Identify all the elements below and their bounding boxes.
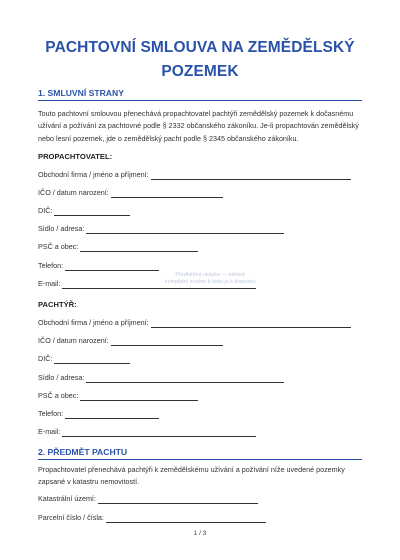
fill-in-line[interactable] xyxy=(151,172,351,180)
fill-in-line[interactable] xyxy=(80,393,198,401)
field-pachtyr-phone[interactable] xyxy=(38,409,159,419)
field-label: Sídlo / adresa: xyxy=(38,224,85,233)
preview-watermark xyxy=(150,272,270,286)
field-label: Obchodní firma / jméno a příjmení: xyxy=(38,170,149,179)
field-label: PSČ a obec: xyxy=(38,242,79,251)
document-title: PACHTOVNÍ SMLOUVA NA ZEMĚDĚLSKÝ POZEMEK xyxy=(45,39,355,80)
field-pachtyr-address[interactable] xyxy=(38,373,284,383)
section-paragraph: Propachtovatel přenechává pachtýři k zemědělskému užívání a požívání níže uvedené pozemky zapsané v katastru nemovitostí. xyxy=(38,465,345,487)
section-divider xyxy=(38,100,362,101)
fill-in-line[interactable] xyxy=(62,429,256,437)
fill-in-line[interactable] xyxy=(98,496,258,504)
field-label: DIČ: xyxy=(38,206,53,215)
fill-in-line[interactable] xyxy=(54,208,130,216)
field-propachtovatel-phone[interactable] xyxy=(38,261,159,271)
fill-in-line[interactable] xyxy=(65,411,159,419)
field-label: IČO / datum narození: xyxy=(38,188,109,197)
field-propachtovatel-psc[interactable] xyxy=(38,242,198,252)
field-pachtyr-dic[interactable] xyxy=(38,354,130,364)
fill-in-line[interactable] xyxy=(151,320,351,328)
fill-in-line[interactable] xyxy=(106,515,266,523)
fill-in-line[interactable] xyxy=(111,190,223,198)
field-label: Sídlo / adresa: xyxy=(38,373,85,382)
field-label: PSČ a obec: xyxy=(38,391,79,400)
field-propachtovatel-ico[interactable] xyxy=(38,188,223,198)
section-paragraph: Touto pachtovní smlouvou přenechává propachtovatel pachtýři zemědělský pozemek k dočasnému užívání a požívání za pachtovné podle § 2332 občanského zákoníku. Je-li propachtován zemědělský nebo lesní pozemek, jde o zemědělský pacht podle § 2345 občanského zákoníku. xyxy=(38,109,359,143)
fill-in-line[interactable] xyxy=(86,375,284,383)
field-label: Katastrální území: xyxy=(38,494,96,503)
field-propachtovatel-name[interactable] xyxy=(38,170,351,180)
field-label: Telefon: xyxy=(38,409,64,418)
fill-in-line[interactable] xyxy=(54,356,130,364)
fill-in-line[interactable] xyxy=(86,226,284,234)
page-number: 1 / 3 xyxy=(193,530,207,537)
field-pachtyr-psc[interactable] xyxy=(38,391,198,401)
fill-in-line[interactable] xyxy=(65,263,159,271)
field-parcel-number[interactable] xyxy=(38,513,266,523)
field-pachtyr-name[interactable] xyxy=(38,318,351,328)
field-propachtovatel-address[interactable] xyxy=(38,224,284,234)
field-label: E-mail: xyxy=(38,427,61,436)
watermark-line: kompletní soubor k tisku je k dispozici xyxy=(164,279,256,285)
field-label: Parcelní číslo / čísla: xyxy=(38,513,104,522)
field-label: Obchodní firma / jméno a příjmení: xyxy=(38,318,149,327)
field-label: DIČ: xyxy=(38,354,53,363)
field-propachtovatel-dic[interactable] xyxy=(38,206,130,216)
field-pachtyr-ico[interactable] xyxy=(38,336,223,346)
field-pachtyr-email[interactable] xyxy=(38,427,256,437)
watermark-line: Předběžná ukázka — náhled xyxy=(175,272,245,278)
fill-in-line[interactable] xyxy=(80,244,198,252)
field-label: E-mail: xyxy=(38,279,61,288)
field-cadastral-area[interactable] xyxy=(38,494,258,504)
section-divider xyxy=(38,459,362,460)
section-heading-smluvni-strany: 1. SMLUVNÍ STRANY xyxy=(38,88,124,98)
section-heading-predmet-pachtu: 2. PŘEDMĚT PACHTU xyxy=(38,447,128,457)
party-label-pachtyr: PACHTÝŘ: xyxy=(38,300,77,309)
field-label: IČO / datum narození: xyxy=(38,336,109,345)
fill-in-line[interactable] xyxy=(111,338,223,346)
party-label-propachtovatel: PROPACHTOVATEL: xyxy=(38,152,113,161)
field-label: Telefon: xyxy=(38,261,64,270)
